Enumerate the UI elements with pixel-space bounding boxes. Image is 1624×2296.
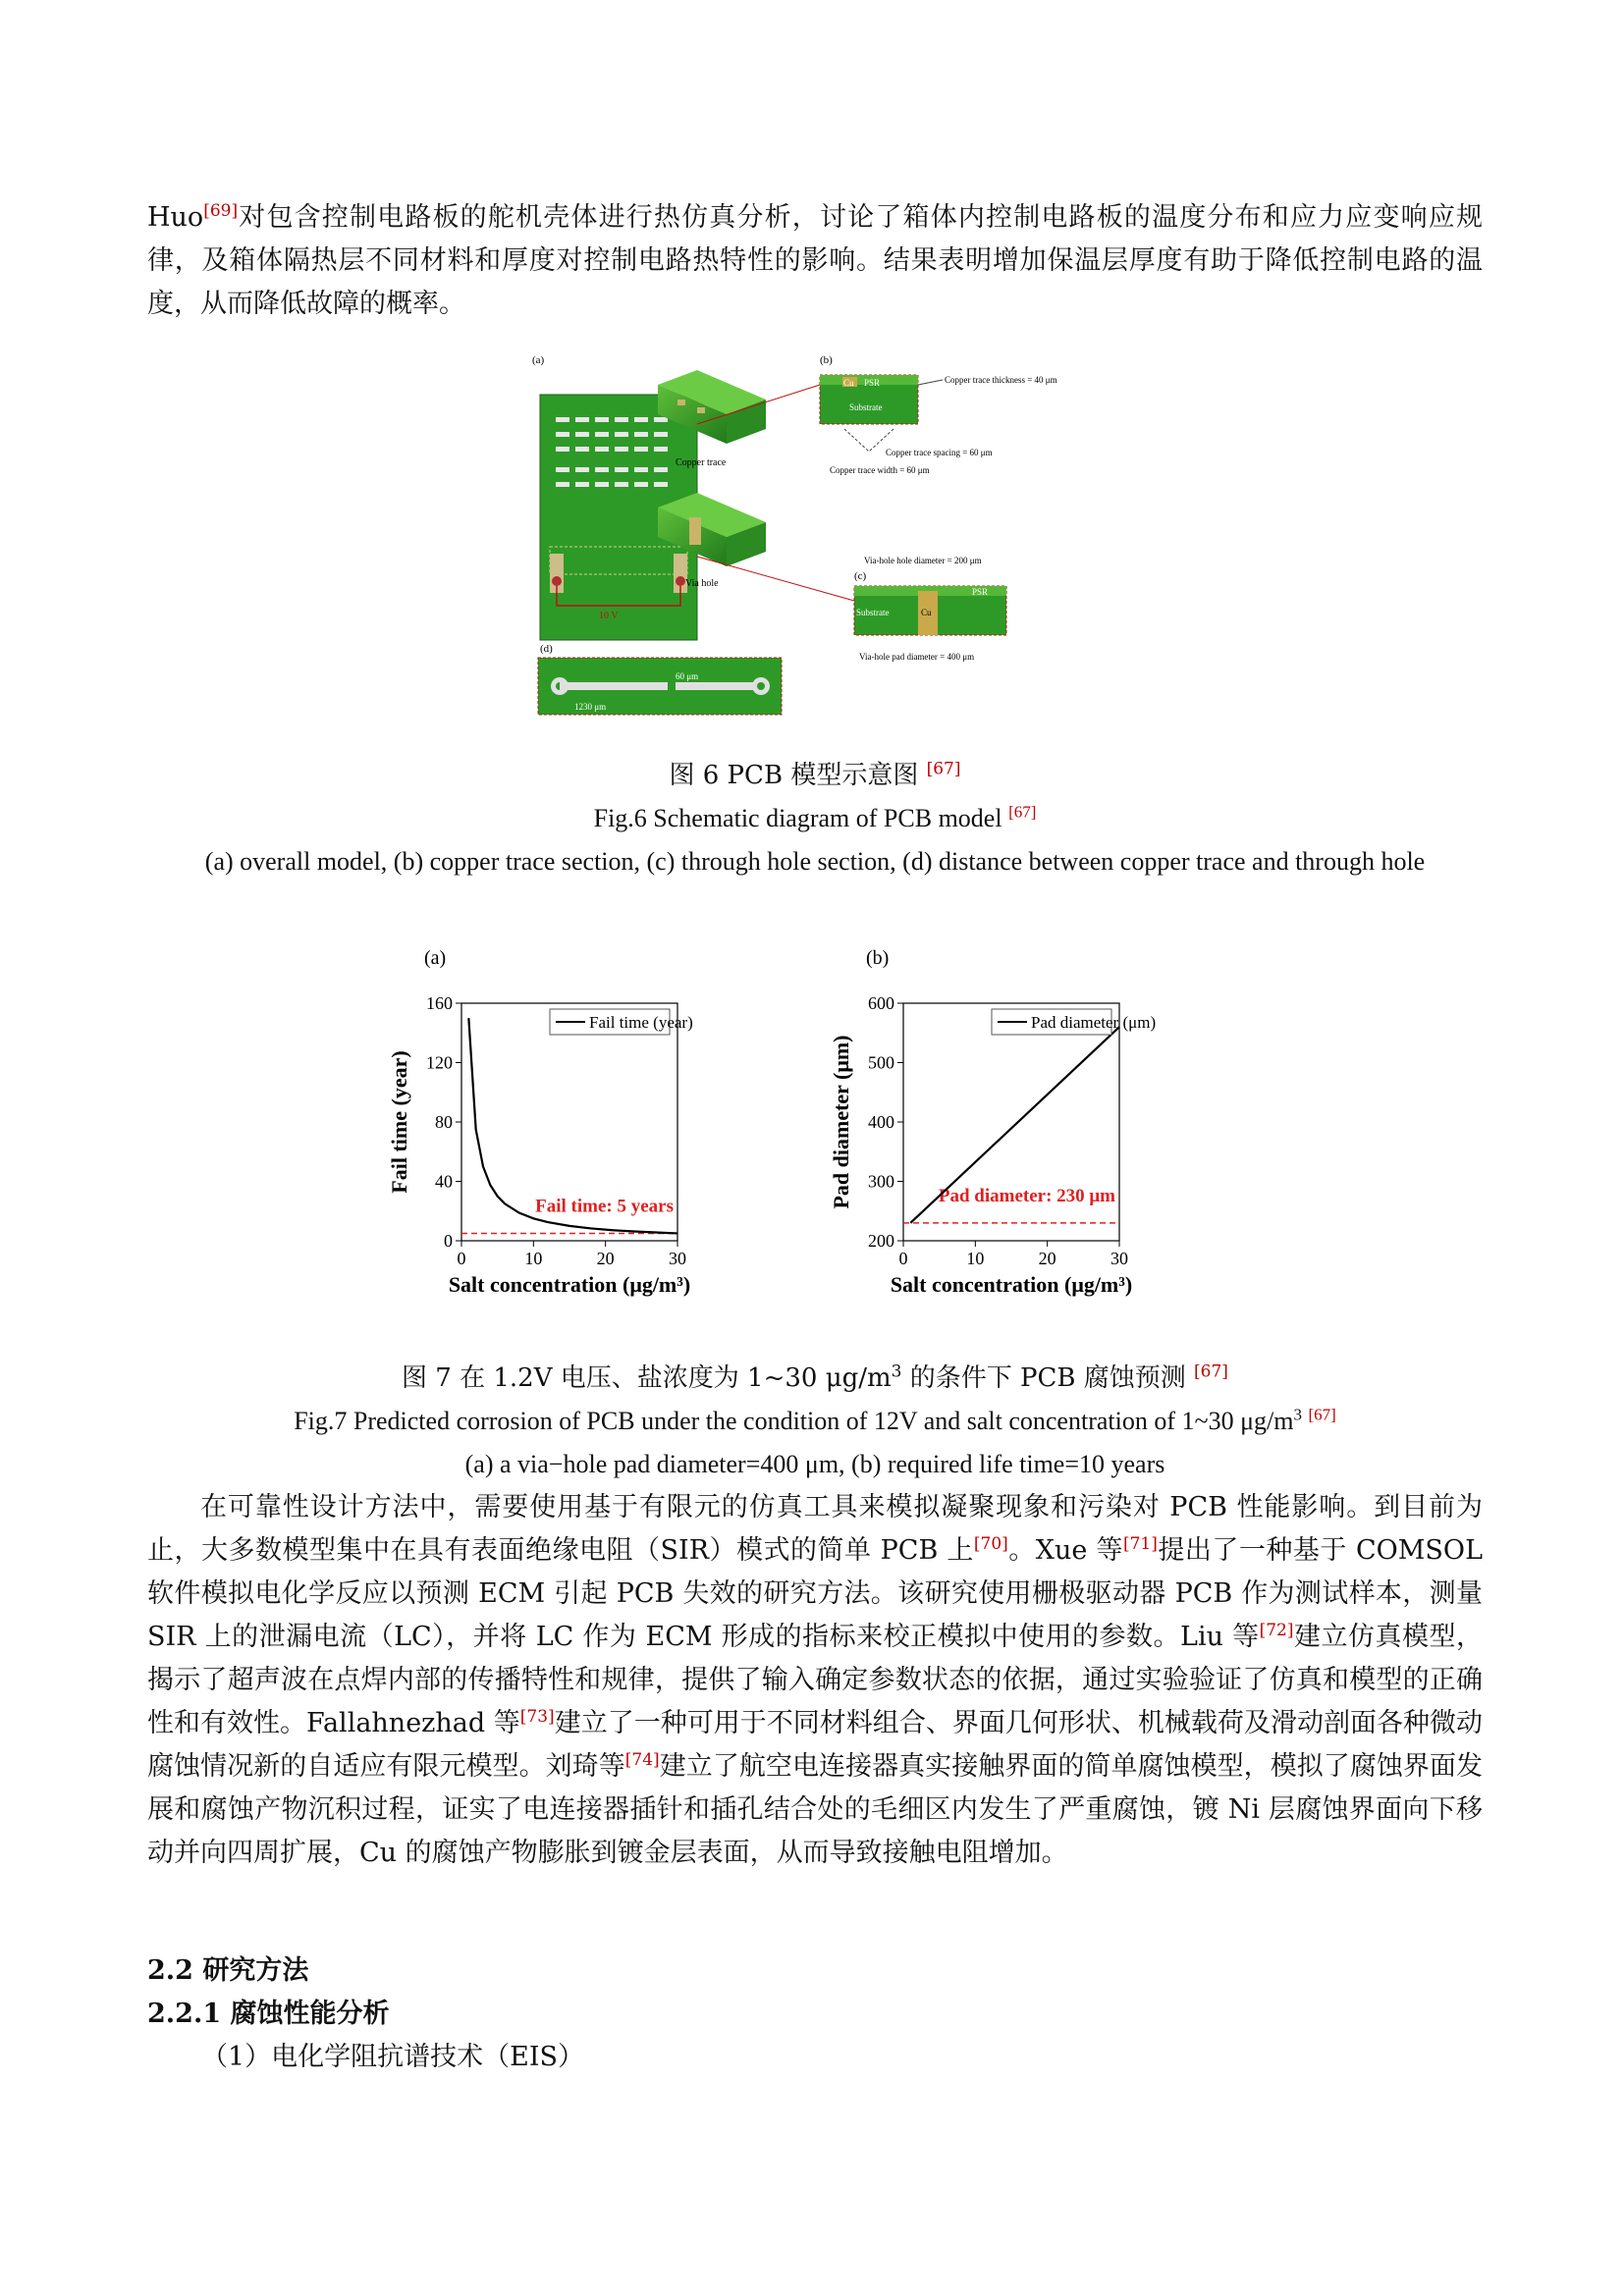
chart-b-legend-label: Pad diameter (μm): [1031, 1013, 1157, 1032]
fig6-label-c: (c): [854, 570, 867, 582]
fig6-label-b: (b): [820, 354, 833, 366]
citation-ref[interactable]: [73]: [519, 1707, 555, 1727]
length-1230-label: 1230 μm: [574, 702, 607, 712]
fig6-ref-cn[interactable]: [67]: [926, 759, 961, 779]
chart-b-ytick-label: 600: [868, 993, 894, 1013]
chart-b-ytick-label: 500: [868, 1052, 894, 1073]
fig6-label-a: (a): [532, 354, 545, 366]
chart-b-ytick-label: 400: [868, 1112, 894, 1132]
chart-a-xtick-label: 0: [457, 1249, 466, 1268]
fig6-subcaption: (a) overall model, (b) copper trace section, (c) through hole section, (d) distance between copper trace and through hole: [204, 847, 1426, 876]
chart-a-ytick-label: 80: [435, 1112, 453, 1132]
chart-a-ylabel: Fail time (year): [387, 1050, 411, 1194]
chart-a-xtick-label: 10: [524, 1249, 543, 1268]
chart-b-xtick-label: 0: [898, 1249, 908, 1268]
citation-ref[interactable]: [69]: [203, 201, 239, 221]
chart-a-xtick-label: 20: [596, 1249, 615, 1268]
copper-trace-thickness-label: Copper trace thickness = 40 μm: [945, 375, 1057, 385]
chart-b-ytick-label: 300: [868, 1171, 894, 1192]
subsection-heading: 2.2.1 腐蚀性能分析: [147, 1999, 390, 2029]
via-hole-caption: Via hole: [685, 578, 719, 589]
chart-b-panel-label: (b): [866, 947, 890, 969]
via-hole-section: [854, 556, 1006, 662]
fig7-ref-en[interactable]: [67]: [1308, 1405, 1336, 1424]
figure-7-charts: [383, 942, 1247, 1315]
chart-a-ytick-label: 0: [444, 1231, 453, 1251]
substrate-label-c: Substrate: [856, 608, 890, 617]
spacing-60-label: 60 μm: [676, 671, 699, 681]
chart-a-ytick-label: 160: [426, 993, 453, 1013]
citation-ref[interactable]: [70]: [973, 1534, 1008, 1554]
chart-b-ylabel: Pad diameter (μm): [829, 1035, 853, 1209]
chart-a-xlabel: Salt concentration (μg/m³): [448, 1272, 691, 1297]
distance-section: [538, 658, 782, 715]
copper-trace-caption: Copper trace: [676, 457, 727, 468]
fig7-ref-cn[interactable]: [67]: [1194, 1362, 1228, 1382]
voltage-label: 10 V: [599, 611, 619, 621]
chart-b-xlabel: Salt concentration (μg/m³): [890, 1272, 1133, 1297]
figure-6-pcb-model: [520, 346, 1110, 728]
citation-ref[interactable]: [74]: [624, 1750, 660, 1770]
copper-trace-width-label: Copper trace width = 60 μm: [830, 465, 930, 475]
cu-label-b: Cu: [843, 378, 854, 388]
intro-text: 对包含控制电路板的舵机壳体进行热仿真分析，讨论了箱体内控制电路板的温度分布和应力应变响应规律，及箱体隔热层不同材料和厚度对控制电路热特性的影响。结果表明增加保温层厚度有助于降低控制电路的温度，从而降低故障的概率。: [147, 202, 1483, 319]
chart-b-reference-label: Pad diameter: 230 μm: [938, 1185, 1115, 1206]
chart-b-ytick-label: 200: [868, 1231, 894, 1251]
chart-a: [387, 947, 693, 1297]
chart-b-xtick-label: 30: [1110, 1249, 1128, 1268]
copper-trace-spacing-label: Copper trace spacing = 60 μm: [886, 448, 993, 457]
fig6-label-d: (d): [540, 643, 553, 655]
chart-b: [829, 947, 1156, 1297]
citation-ref[interactable]: [71]: [1122, 1534, 1158, 1554]
via-hole-hole-diameter-label: Via-hole hole diameter = 200 μm: [864, 556, 982, 565]
section-heading: 2.2 研究方法: [147, 1955, 309, 1986]
citation-ref[interactable]: [72]: [1259, 1621, 1294, 1640]
chart-a-ytick-label: 40: [435, 1171, 453, 1192]
psr-label-c: PSR: [972, 587, 989, 597]
chart-a-panel-label: (a): [424, 947, 447, 969]
chart-b-xtick-label: 20: [1038, 1249, 1056, 1268]
fig6-ref-en[interactable]: [67]: [1008, 802, 1037, 822]
list-item-eis: （1）电化学阻抗谱技术（EIS）: [201, 2042, 585, 2072]
fig7-subcaption: (a) a via−hole pad diameter=400 μm, (b) required life time=10 years: [464, 1450, 1165, 1478]
fig6-caption-en: Fig.6 Schematic diagram of PCB model [67]: [593, 802, 1037, 832]
substrate-label-b: Substrate: [849, 402, 883, 412]
chart-a-reference-label: Fail time: 5 years: [535, 1196, 674, 1217]
chart-a-xtick-label: 30: [669, 1249, 686, 1268]
psr-label-b: PSR: [864, 378, 881, 388]
via-hole-pad-diameter-label: Via-hole pad diameter = 400 μm: [859, 652, 975, 662]
fig7-caption-en: Fig.7 Predicted corrosion of PCB under the condition of 12V and salt concentration of 1~30 $\mu g/m^3$ [67]: [294, 1405, 1336, 1435]
fig6-caption-cn: 图 6 PCB 模型示意图 [67]: [669, 759, 961, 790]
author-name: Huo: [147, 202, 204, 233]
cu-label-c: Cu: [921, 608, 932, 617]
copper-trace-section: [820, 375, 1057, 475]
chart-a-legend-label: Fail time (year): [589, 1013, 693, 1032]
chart-b-xtick-label: 10: [966, 1249, 985, 1268]
fig7-caption-cn: 图 7 在 1.2V 电压、盐浓度为 1~30 $\mu g/m^3$ 的条件下 PCB 腐蚀预测 [67]: [402, 1362, 1228, 1393]
intro-paragraph: [147, 196, 1483, 326]
chart-a-ytick-label: 120: [426, 1052, 453, 1073]
main-paragraph: 在可靠性设计方法中，需要使用基于有限元的仿真工具来模拟凝聚现象和污染对 PCB 性能影响。到目前为止，大多数模型集中在具有表面绝缘电阻（SIR）模式的简单 PCB 上[70]。Xue 等[71]提出了一种基于 COMSOL 软件模拟电化学反应以预测 ECM 引起 PCB 失效的研究方法。该研究使用栅极驱动器 PCB 作为测试样本，测量 SIR 上的泄漏电流（LC），并将 LC 作为 ECM 形成的指标来校正模拟中使用的参数。Liu 等[72]建立仿真模型，揭示了超声波在点焊内部的传播特性和规律，提供了输入确定参数状态的依据，通过实验验证了仿真和模型的正确性和有效性。Fallahnezhad 等[73]建立了一种可用于不同材料组合、界面几何形状、机械载荷及滑动剖面各种微动腐蚀情况新的自适应有限元模型。刘琦等[74]建立了航空电连接器真实接触界面的简单腐蚀模型，模拟了腐蚀界面发展和腐蚀产物沉积过程，证实了电连接器插针和插孔结合处的毛细区内发生了严重腐蚀，镀 Ni 层腐蚀界面向下移动并向四周扩展，Cu 的腐蚀产物膨胀到镀金层表面，从而导致接触电阻增加。: [147, 1492, 1484, 1868]
